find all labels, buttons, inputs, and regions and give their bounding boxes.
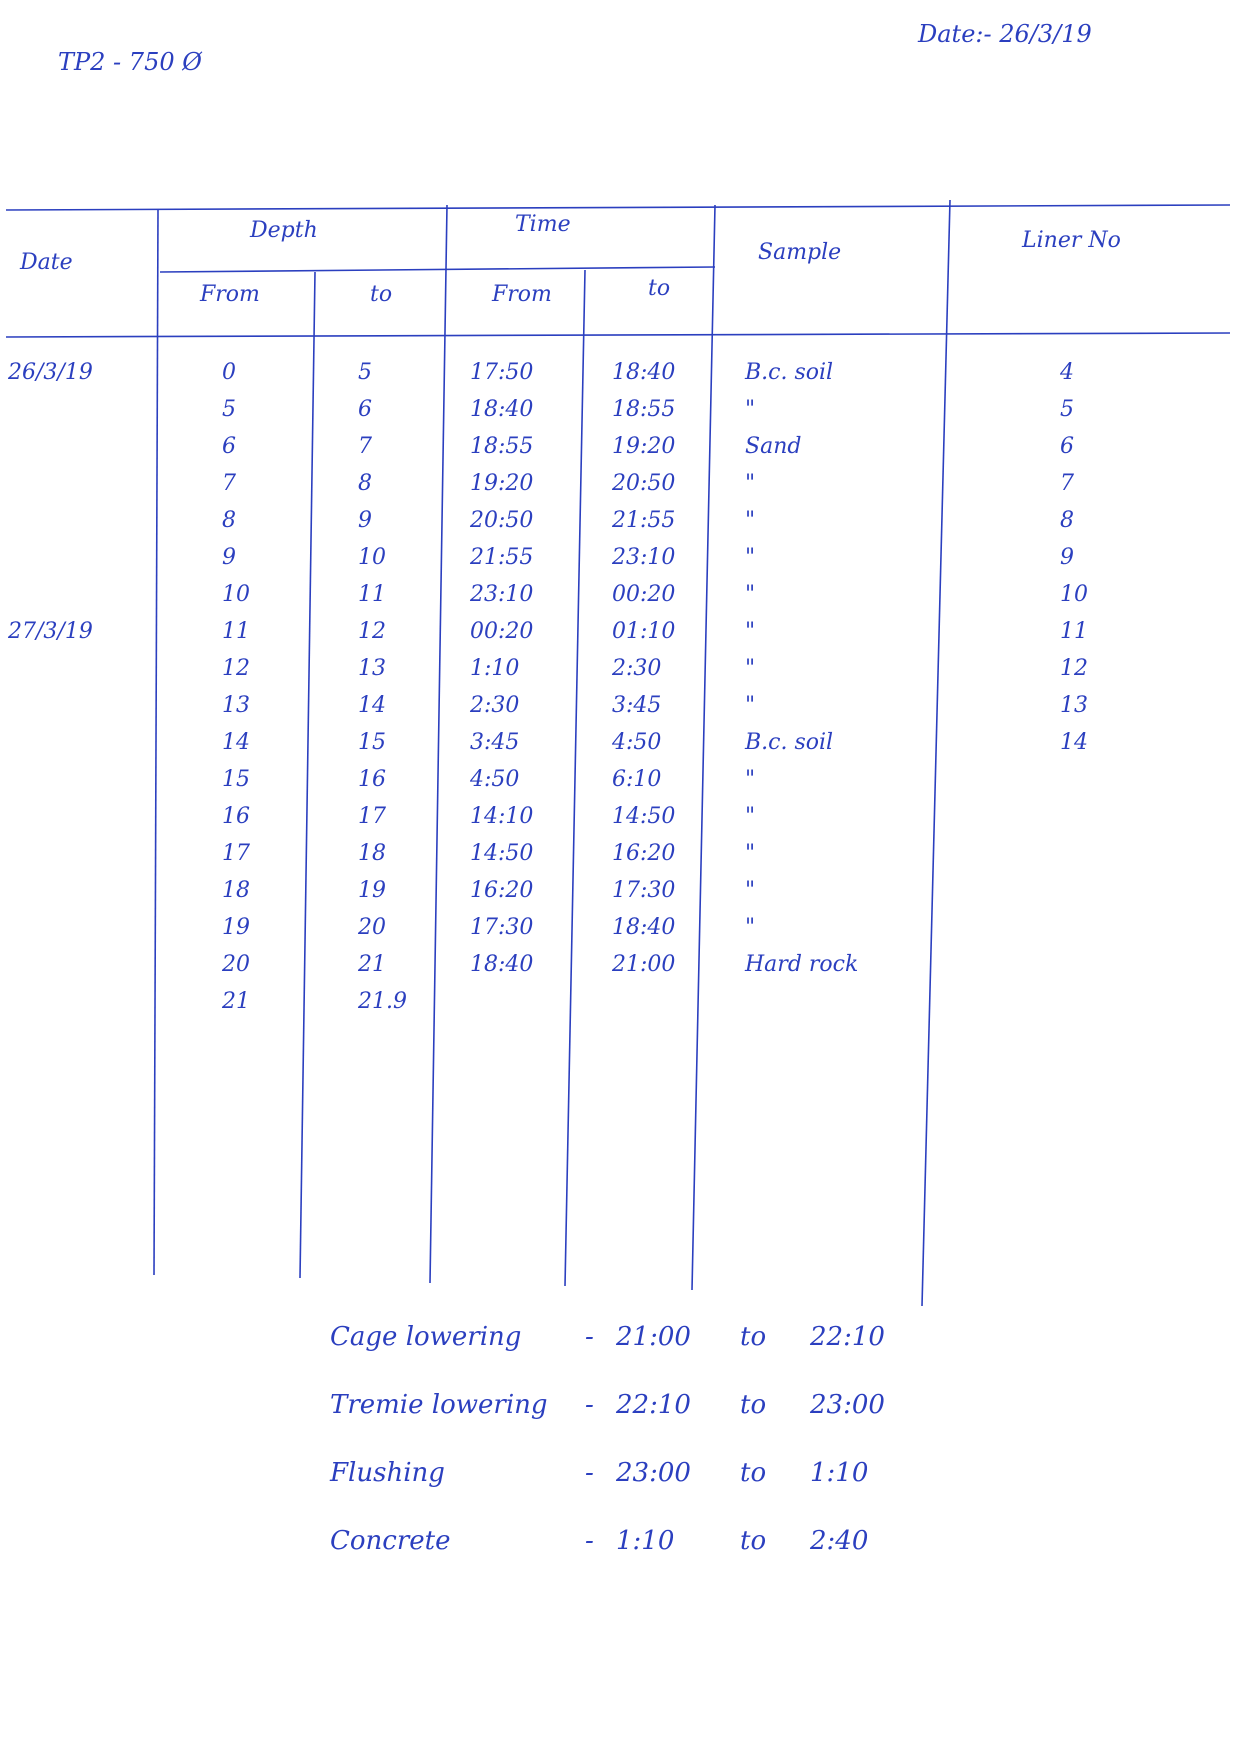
row-cell-depth-from: 10 (222, 582, 250, 607)
row-cell-time-to: 00:20 (612, 582, 676, 607)
sheet-date: Date:- 26/3/19 (918, 20, 1092, 48)
row-cell-time-from: 17:30 (470, 915, 534, 940)
summary-to-word: to (740, 1322, 767, 1352)
header-time-from: From (492, 282, 552, 307)
row-cell-depth-to: 8 (358, 471, 372, 496)
row-cell-time-from: 2:30 (470, 693, 520, 718)
row-cell-depth-from: 6 (222, 434, 236, 459)
summary-activity: Concrete (330, 1526, 451, 1556)
col-divider-6 (922, 200, 950, 1306)
row-cell-time-from: 00:20 (470, 619, 534, 644)
header-depth-from: From (200, 282, 260, 307)
row-cell-depth-from: 19 (222, 915, 250, 940)
row-cell-sample: " (745, 582, 756, 607)
row-cell-depth-from: 15 (222, 767, 250, 792)
row-cell-depth-from: 0 (222, 360, 236, 385)
row-cell-depth-to: 7 (358, 434, 372, 459)
summary-dash: - (585, 1526, 594, 1556)
header-date: Date (20, 250, 73, 275)
row-cell-date: 27/3/19 (8, 619, 93, 644)
row-cell-time-to: 17:30 (612, 878, 676, 903)
row-cell-sample: " (745, 693, 756, 718)
table-header-bottom-rule (6, 333, 1230, 337)
row-cell-sample: B.c. soil (745, 360, 834, 385)
summary-time-to: 22:10 (810, 1322, 885, 1352)
row-cell-depth-from: 20 (222, 952, 250, 977)
row-cell-liner: 13 (1060, 693, 1088, 718)
row-cell-depth-to: 13 (358, 656, 386, 681)
col-divider-3 (430, 205, 447, 1283)
row-cell-liner: 6 (1060, 434, 1074, 459)
row-cell-sample: " (745, 545, 756, 570)
summary-time-from: 23:00 (616, 1458, 691, 1488)
row-cell-depth-from: 12 (222, 656, 250, 681)
row-cell-depth-to: 14 (358, 693, 386, 718)
summary-activity: Cage lowering (330, 1322, 522, 1352)
col-divider-2 (300, 272, 315, 1278)
summary-dash: - (585, 1322, 594, 1352)
row-cell-depth-to: 6 (358, 397, 372, 422)
row-cell-time-from: 16:20 (470, 878, 534, 903)
summary-to-word: to (740, 1458, 767, 1488)
row-cell-depth-to: 17 (358, 804, 386, 829)
row-cell-time-from: 21:55 (470, 545, 534, 570)
row-cell-liner: 10 (1060, 582, 1088, 607)
summary-dash: - (585, 1390, 594, 1420)
row-cell-time-to: 2:30 (612, 656, 662, 681)
row-cell-liner: 9 (1060, 545, 1074, 570)
row-cell-sample: " (745, 656, 756, 681)
row-cell-depth-to: 21.9 (358, 989, 407, 1014)
row-cell-time-to: 23:10 (612, 545, 676, 570)
row-cell-time-to: 18:40 (612, 360, 676, 385)
summary-time-from: 22:10 (616, 1390, 691, 1420)
pile-reference: TP2 - 750 Ø (58, 48, 202, 76)
summary-dash: - (585, 1458, 594, 1488)
row-cell-liner: 4 (1060, 360, 1074, 385)
row-cell-sample: Sand (745, 434, 802, 459)
row-cell-sample: " (745, 841, 756, 866)
row-cell-depth-to: 5 (358, 360, 372, 385)
row-cell-time-from: 14:10 (470, 804, 534, 829)
row-cell-depth-from: 16 (222, 804, 250, 829)
row-cell-time-from: 3:45 (470, 730, 520, 755)
row-cell-sample: " (745, 471, 756, 496)
table-subheader-rule (160, 267, 715, 272)
row-cell-time-to: 18:55 (612, 397, 676, 422)
row-cell-depth-to: 9 (358, 508, 372, 533)
row-cell-liner: 11 (1060, 619, 1088, 644)
summary-to-word: to (740, 1526, 767, 1556)
row-cell-time-to: 21:55 (612, 508, 676, 533)
row-cell-time-from: 17:50 (470, 360, 534, 385)
row-cell-time-from: 23:10 (470, 582, 534, 607)
table-top-rule (6, 205, 1230, 210)
row-cell-sample: " (745, 619, 756, 644)
summary-time-to: 2:40 (810, 1526, 869, 1556)
row-cell-liner: 5 (1060, 397, 1074, 422)
row-cell-time-to: 14:50 (612, 804, 676, 829)
row-cell-sample: B.c. soil (745, 730, 834, 755)
row-cell-time-to: 20:50 (612, 471, 676, 496)
row-cell-sample: " (745, 508, 756, 533)
row-cell-depth-from: 17 (222, 841, 250, 866)
row-cell-depth-from: 18 (222, 878, 250, 903)
row-cell-date: 26/3/19 (8, 360, 93, 385)
row-cell-time-to: 01:10 (612, 619, 676, 644)
row-cell-time-from: 1:10 (470, 656, 520, 681)
row-cell-time-to: 19:20 (612, 434, 676, 459)
summary-time-from: 21:00 (616, 1322, 691, 1352)
row-cell-sample: " (745, 397, 756, 422)
row-cell-depth-to: 11 (358, 582, 386, 607)
row-cell-liner: 14 (1060, 730, 1088, 755)
row-cell-sample: " (745, 804, 756, 829)
summary-time-to: 1:10 (810, 1458, 869, 1488)
row-cell-time-to: 3:45 (612, 693, 662, 718)
header-sample: Sample (758, 240, 842, 265)
row-cell-time-to: 21:00 (612, 952, 676, 977)
header-depth: Depth (250, 218, 318, 243)
row-cell-depth-to: 19 (358, 878, 386, 903)
row-cell-depth-from: 11 (222, 619, 250, 644)
col-divider-4 (565, 270, 585, 1286)
row-cell-liner: 7 (1060, 471, 1074, 496)
row-cell-depth-from: 9 (222, 545, 236, 570)
row-cell-time-from: 18:40 (470, 952, 534, 977)
row-cell-depth-from: 7 (222, 471, 236, 496)
row-cell-sample: " (745, 915, 756, 940)
row-cell-depth-to: 10 (358, 545, 386, 570)
row-cell-depth-to: 16 (358, 767, 386, 792)
row-cell-time-from: 18:40 (470, 397, 534, 422)
row-cell-depth-to: 18 (358, 841, 386, 866)
row-cell-time-to: 18:40 (612, 915, 676, 940)
row-cell-depth-to: 21 (358, 952, 386, 977)
row-cell-time-from: 19:20 (470, 471, 534, 496)
row-cell-time-to: 6:10 (612, 767, 662, 792)
row-cell-time-to: 4:50 (612, 730, 662, 755)
header-liner-no: Liner No (1022, 228, 1121, 253)
row-cell-depth-to: 15 (358, 730, 386, 755)
header-depth-to: to (370, 282, 393, 307)
row-cell-depth-from: 14 (222, 730, 250, 755)
row-cell-time-from: 18:55 (470, 434, 534, 459)
row-cell-depth-to: 20 (358, 915, 386, 940)
summary-time-to: 23:00 (810, 1390, 885, 1420)
row-cell-time-to: 16:20 (612, 841, 676, 866)
header-time: Time (515, 212, 571, 237)
row-cell-liner: 8 (1060, 508, 1074, 533)
row-cell-depth-to: 12 (358, 619, 386, 644)
col-divider-5 (692, 205, 715, 1290)
summary-activity: Flushing (330, 1458, 445, 1488)
row-cell-liner: 12 (1060, 656, 1088, 681)
row-cell-depth-from: 5 (222, 397, 236, 422)
row-cell-time-from: 14:50 (470, 841, 534, 866)
col-divider-1 (154, 210, 158, 1275)
row-cell-sample: Hard rock (745, 952, 859, 977)
summary-activity: Tremie lowering (330, 1390, 548, 1420)
row-cell-sample: " (745, 878, 756, 903)
row-cell-time-from: 20:50 (470, 508, 534, 533)
row-cell-time-from: 4:50 (470, 767, 520, 792)
row-cell-sample: " (745, 767, 756, 792)
summary-time-from: 1:10 (616, 1526, 675, 1556)
row-cell-depth-from: 8 (222, 508, 236, 533)
summary-to-word: to (740, 1390, 767, 1420)
header-time-to: to (648, 276, 671, 301)
row-cell-depth-from: 21 (222, 989, 250, 1014)
row-cell-depth-from: 13 (222, 693, 250, 718)
